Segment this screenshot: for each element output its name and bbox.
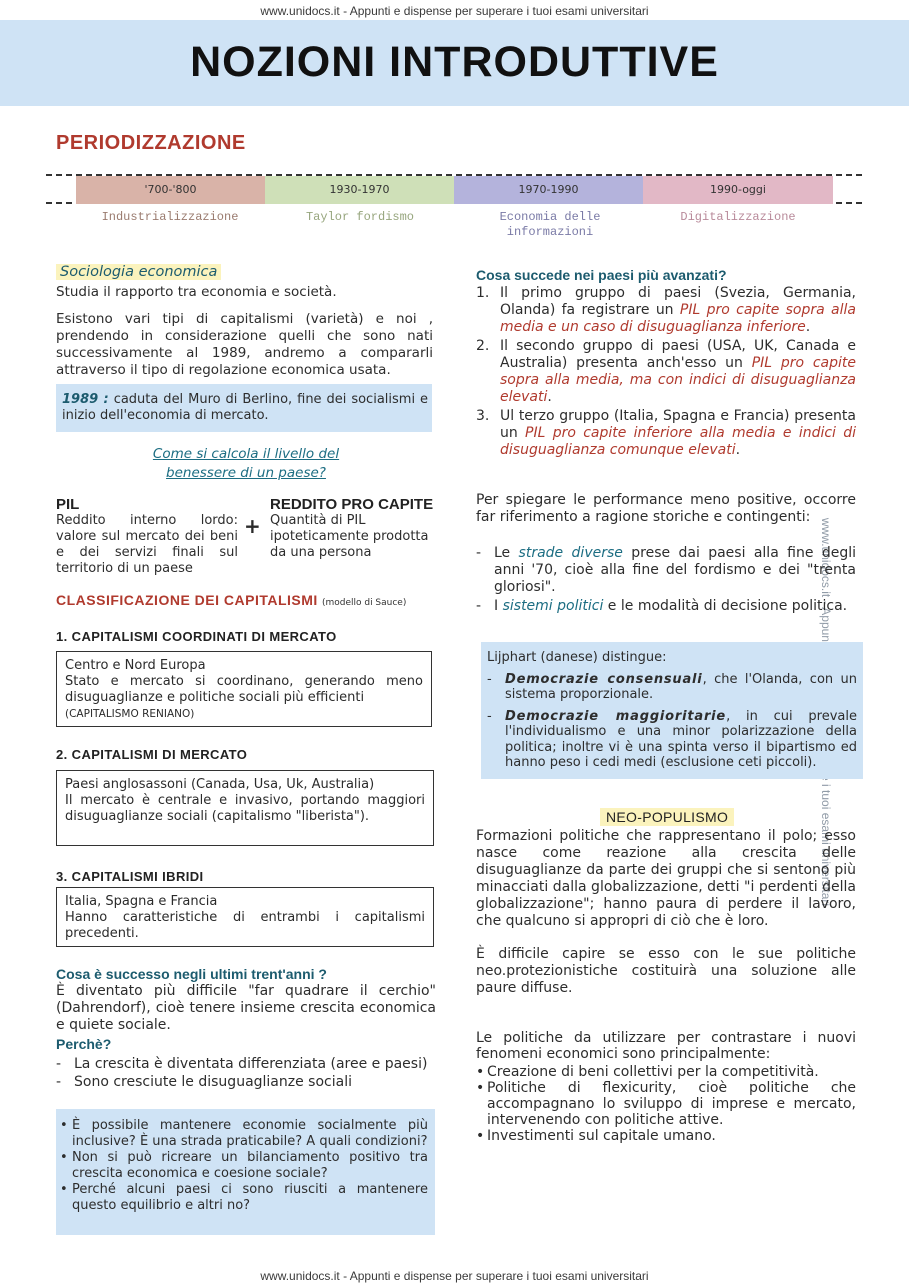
- capitalismi-3-box: Italia, Spagna e Francia Hanno caratteristiche di entrambi i capitalismi precedenti.: [56, 887, 434, 947]
- questions-list: [60, 1118, 428, 1213]
- timeline-segment: '700-'800: [76, 176, 265, 204]
- avanzati-list: [476, 285, 856, 459]
- benessere-question: Come si calcola il livello del benessere di un paese?: [152, 446, 340, 481]
- timeline-caption: Economia delle informazioni: [499, 210, 601, 239]
- pil-definition: Reddito interno lordo: valore sul mercato dei beni e dei servizi finali sul territorio di un paese: [56, 513, 238, 576]
- list-item: • Creazione di beni collettivi per la competitività.: [476, 1064, 819, 1080]
- neopopulismo-heading: NEO-POPULISMO: [600, 808, 734, 826]
- list-item: - Le strade diverse prese dai paesi alla fine degli anni '70, cioè alla fine del fordismo e dei "trenta gloriosi".: [476, 545, 856, 595]
- list-item: - Sono cresciute le disuguaglianze sociali: [56, 1074, 352, 1090]
- capitalismi-2-box: Paesi anglosassoni (Canada, Usa, Uk, Australia) Il mercato è centrale e invasivo, portando maggiori disuguaglianze sociali (capitalismo "liberista").: [56, 770, 434, 846]
- list-item: 2. Il secondo gruppo di paesi (USA, UK, Canada e Australia) presenta anch'esso un PIL pro capite sopra alla media, ma con indici di disuguaglianza elevati.: [476, 338, 856, 405]
- plus-sign: +: [244, 514, 261, 538]
- spiegare-paragraph: Per spiegare le performance meno positive, occorre far riferimento a ragione storiche e contingenti:: [476, 492, 856, 525]
- capitalismi-1-heading: 1. CAPITALISMI COORDINATI DI MERCATO: [56, 629, 337, 644]
- reddito-definition: Quantità di PIL ipoteticamente prodotta da una persona: [270, 513, 429, 560]
- page-title: NOZIONI INTRODUTTIVE: [190, 38, 719, 86]
- list-item: 3. Ul terzo gruppo (Italia, Spagna e Francia) presenta un PIL pro capite inferiore alla media e indici di disuguaglianza comunque elevati.: [476, 408, 857, 458]
- timeline-segment: 1990-oggi: [643, 176, 833, 204]
- timeline-segment: 1970-1990: [454, 176, 643, 204]
- list-item: • È possibile mantenere economie socialmente più inclusive? È una strada praticabile? A quali condizioni?: [60, 1118, 428, 1149]
- timeline-caption: Industrializzazione: [101, 210, 239, 224]
- list-item: • Politiche di flexicurity, cioè politiche che accompagnano lo sviluppo di imprese e mercato, intervenendo con politiche attive.: [476, 1080, 856, 1128]
- trentanni-paragraph: È diventato più difficile "far quadrare il cerchio" (Dahrendorf), cioè tenere insieme crescita economica e quiete sociale.: [56, 983, 436, 1033]
- sociologia-heading: Sociologia economica: [56, 264, 436, 281]
- avanzati-heading: Cosa succede nei paesi più avanzati?: [476, 267, 727, 283]
- list-item: - I sistemi politici e le modalità di decisione politica.: [476, 598, 848, 614]
- pil-title: PIL: [56, 496, 80, 513]
- neopopulismo-paragraph-2: È difficile capire se esso con le sue politiche neo.protezionistiche costituirà una soluzione alle paure diffuse.: [476, 946, 856, 996]
- spiegare-list: [476, 545, 856, 615]
- sociologia-paragraph: Esistono vari tipi di capitalismi (varietà) e noi , prendendo in considerazione quelli che sono nati successivamente al 1989, andremo a compararli attraverso il tipo di regolazione economica usata.: [56, 311, 433, 378]
- classificazione-heading: CLASSIFICAZIONE DEI CAPITALISMI (modello di Sauce): [56, 592, 407, 608]
- timeline-caption: Taylor fordismo: [305, 210, 415, 224]
- list-item: - Democrazie consensuali, che l'Olanda, con un sistema proporzionale.: [487, 671, 857, 702]
- perche-heading: Perchè?: [56, 1036, 112, 1052]
- reddito-title: REDDITO PRO CAPITE: [270, 496, 434, 513]
- politiche-list: [476, 1064, 856, 1144]
- list-item: - Democrazie maggioritarie, in cui prevale l'individualismo e una minor polarizzazione della politica; inoltre vi è una spinta verso il bipartismo ed hanno peso i cedi medi (esclusione ceti piccoli).: [487, 708, 857, 770]
- list-item: • Perché alcuni paesi ci sono riusciti a mantenere questo equilibrio e altri no?: [60, 1182, 428, 1213]
- list-item: • Investimenti sul capitale umano.: [476, 1128, 716, 1144]
- lijphart-content: [487, 650, 857, 771]
- perche-list: [56, 1056, 436, 1090]
- timeline-segment: 1930-1970: [265, 176, 454, 204]
- neopopulismo-paragraph: Formazioni politiche che rappresentano il polo; esso nasce come reazione alla crescita delle disuguaglianze da parte dei gruppi che si sentono più minacciati dalla globalizzazione, detti "i perdenti della globalizzazione"; hanno paura di perdere il lavoro, che qualcuno si appropri di ciò che è loro.: [476, 828, 856, 929]
- periodizzazione-heading: PERIODIZZAZIONE: [56, 132, 246, 154]
- trentanni-heading: Cosa è successo negli ultimi trent'anni ?: [56, 966, 327, 982]
- list-item: • Non si può ricreare un bilanciamento positivo tra crescita economica e coesione sociale?: [60, 1150, 428, 1181]
- timeline-caption: Digitalizzazione: [680, 210, 796, 224]
- list-item: - La crescita è diventata differenziata (aree e paesi): [56, 1056, 428, 1072]
- watermark-top: www.unidocs.it - Appunti e dispense per superare i tuoi esami universitari: [260, 4, 649, 18]
- capitalismi-2-heading: 2. CAPITALISMI DI MERCATO: [56, 747, 248, 762]
- list-item: 1. Il primo gruppo di paesi (Svezia, Germania, Olanda) fa registrare un PIL pro capite sopra alla media e un caso di disuguaglianza inferiore.: [476, 285, 856, 335]
- politiche-paragraph: Le politiche da utilizzare per contrastare i nuovi fenomeni economici sono principalmente:: [476, 1030, 856, 1062]
- capitalismi-1-box: Centro e Nord Europa Stato e mercato si coordinano, generando meno disuguaglianze e politiche sociali più efficienti (CAPITALISMO RENIANO): [56, 651, 432, 727]
- box-1989-text: 1989 : caduta del Muro di Berlino, fine dei socialismi e inizio dell'economia di mercato.: [62, 392, 429, 423]
- lijphart-heading: Lijphart (danese) distingue:: [487, 650, 667, 665]
- sociologia-definition: Studia il rapporto tra economia e società.: [56, 284, 337, 300]
- watermark-bottom: www.unidocs.it - Appunti e dispense per superare i tuoi esami universitari: [260, 1269, 649, 1283]
- capitalismi-3-heading: 3. CAPITALISMI IBRIDI: [56, 869, 204, 884]
